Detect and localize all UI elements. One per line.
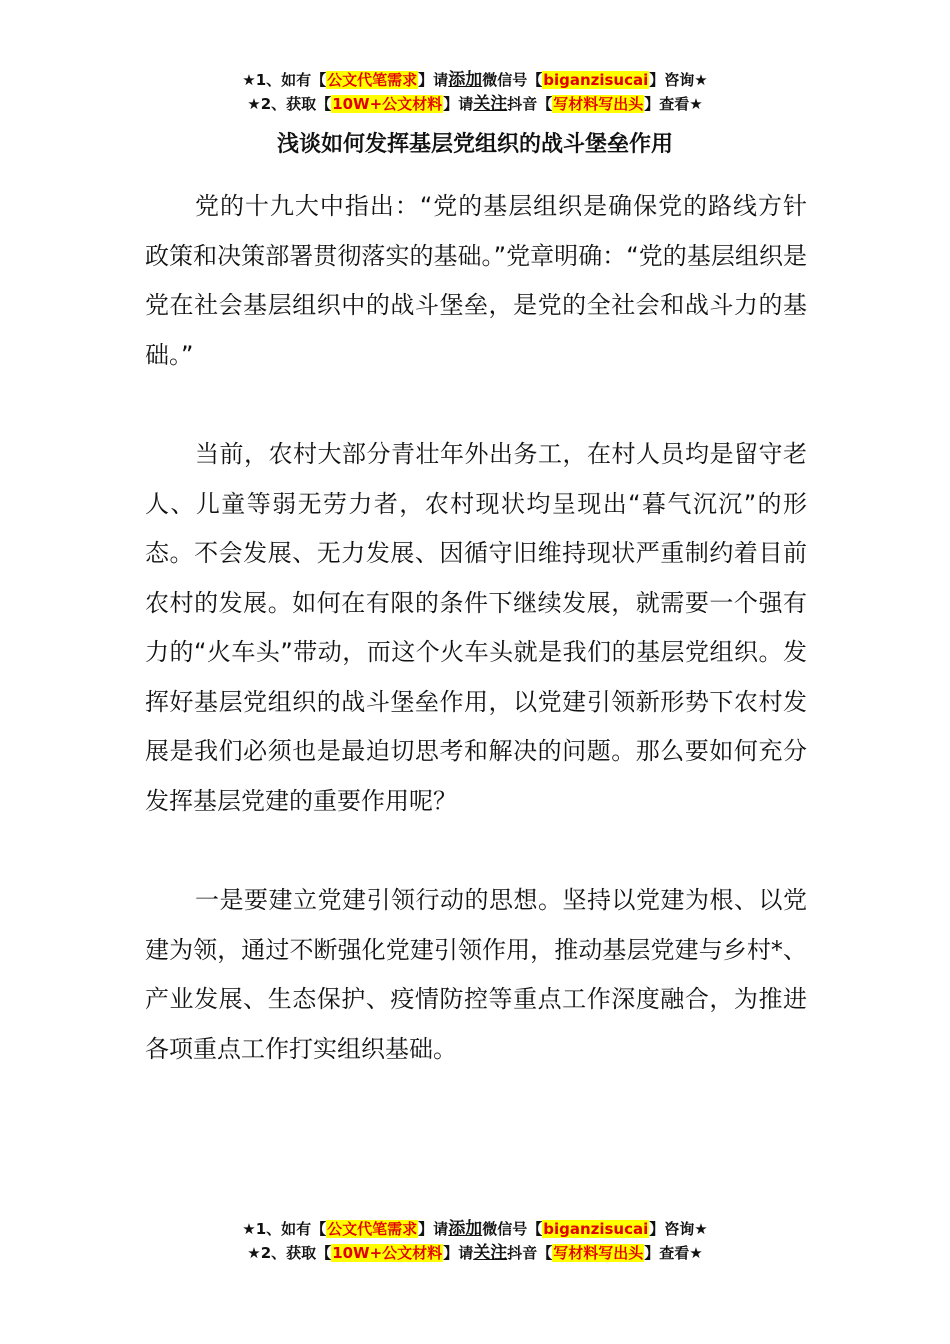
promo-emphasis: 添加 <box>448 70 483 90</box>
document-body <box>145 182 807 1124</box>
paragraph-2: 当前，农村大部分青壮年外出务工，在村人员均是留守老人、儿童等弱无劳力者，农村现状均呈现出“暮气沉沉”的形态。不会发展、无力发展、因循守旧维持现状严重制约着目前农村的发展。如何在有限的条件下继续发展，就需要一个强有力的“火车头”带动，而这个火车头就是我们的基层党组织。发挥好基层党组织的战斗堡垒作用，以党建引领新形势下农村发展是我们必须也是最迫切思考和解决的问题。那么要如何充分发挥基层党建的重要作用呢？ <box>145 440 807 815</box>
promo-text: ★1、如有【 <box>242 1220 327 1238</box>
paragraph-1: 党的十九大中指出：“党的基层组织是确保党的路线方针政策和决策部署贯彻落实的基础。”党章明确：“党的基层组织是党在社会基层组织中的战斗堡垒，是党的全社会和战斗力的基础。” <box>145 192 807 369</box>
promo-highlight: 10W+公文材料 <box>332 1244 443 1262</box>
promo-highlight: 公文代笔需求 <box>327 1220 418 1238</box>
promo-highlight: biganzisucai <box>543 1220 649 1238</box>
promo-text: 】请 <box>418 1220 449 1238</box>
promo-line-2 <box>0 92 950 116</box>
promo-text: 抖音【 <box>507 95 553 113</box>
header-promo-banner <box>0 68 950 116</box>
promo-emphasis: 添加 <box>448 1219 483 1239</box>
footer-promo-banner <box>0 1217 950 1265</box>
promo-line-2 <box>0 1241 950 1265</box>
promo-text: 】咨询★ <box>649 71 708 89</box>
promo-text: 】咨询★ <box>649 1220 708 1238</box>
promo-line-1 <box>0 1217 950 1241</box>
promo-text: 】请 <box>443 1244 474 1262</box>
promo-text: 抖音【 <box>507 1244 553 1262</box>
promo-line-1 <box>0 68 950 92</box>
promo-text: 】查看★ <box>644 1244 703 1262</box>
promo-highlight: 公文代笔需求 <box>327 71 418 89</box>
promo-highlight: 写材料写出头 <box>553 95 644 113</box>
promo-text: 】请 <box>418 71 449 89</box>
promo-emphasis: 关注 <box>473 94 508 114</box>
promo-emphasis: 关注 <box>473 1243 508 1263</box>
promo-highlight: 写材料写出头 <box>553 1244 644 1262</box>
promo-highlight: biganzisucai <box>543 71 649 89</box>
document-title: 浅谈如何发挥基层党组织的战斗堡垒作用 <box>276 132 673 157</box>
promo-text: 微信号【 <box>482 71 543 89</box>
promo-text: ★1、如有【 <box>242 71 327 89</box>
promo-text: 】请 <box>443 95 474 113</box>
promo-text: 微信号【 <box>482 1220 543 1238</box>
paragraph-3: 一是要建立党建引领行动的思想。坚持以党建为根、以党建为领，通过不断强化党建引领作用，推动基层党建与乡村*、产业发展、生态保护、疫情防控等重点工作深度融合，为推进各项重点工作打实组织基础。 <box>145 886 807 1063</box>
promo-highlight: 10W+公文材料 <box>332 95 443 113</box>
promo-text: ★2、获取【 <box>247 1244 332 1262</box>
promo-text: ★2、获取【 <box>247 95 332 113</box>
promo-text: 】查看★ <box>644 95 703 113</box>
